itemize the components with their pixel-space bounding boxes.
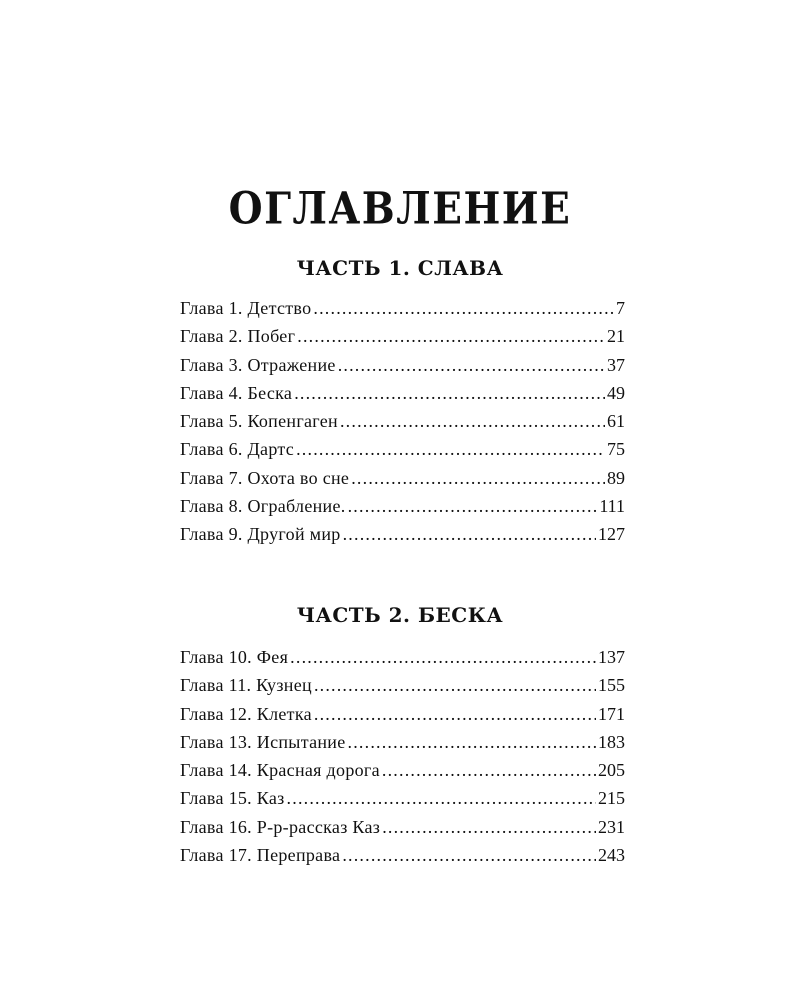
dot-leader bbox=[290, 643, 596, 671]
chapter-page-number: 127 bbox=[598, 524, 625, 545]
chapter-page-number: 7 bbox=[616, 298, 625, 318]
chapter-title: Глава 5. Копенгаген bbox=[180, 411, 338, 432]
dot-leader bbox=[382, 813, 596, 841]
chapter-page-number: 75 bbox=[607, 439, 625, 460]
toc-entry[interactable] bbox=[180, 643, 625, 671]
chapter-page-number: 171 bbox=[598, 703, 625, 724]
dot-leader bbox=[382, 756, 596, 784]
chapter-title: Глава 11. Кузнец bbox=[180, 675, 312, 696]
page-title: ОГЛАВЛЕНИЕ bbox=[228, 183, 572, 235]
chapter-title: Глава 14. Красная дорога bbox=[180, 760, 380, 781]
dot-leader bbox=[314, 700, 596, 728]
toc-entry[interactable] bbox=[180, 784, 625, 812]
toc-entry[interactable] bbox=[180, 756, 625, 784]
chapter-title: Глава 6. Дартс bbox=[180, 439, 295, 460]
dot-leader bbox=[348, 492, 598, 520]
chapter-page-number: 89 bbox=[607, 467, 625, 488]
dot-leader bbox=[342, 841, 596, 869]
part-1-chapter-list bbox=[180, 294, 625, 549]
chapter-page-number: 61 bbox=[607, 411, 625, 432]
dot-leader bbox=[351, 464, 605, 492]
dot-leader bbox=[348, 728, 596, 756]
dot-leader bbox=[338, 351, 605, 379]
chapter-title: Глава 4. Беска bbox=[180, 382, 293, 403]
chapter-title: Глава 9. Другой мир bbox=[180, 524, 341, 545]
chapter-page-number: 49 bbox=[607, 382, 625, 403]
part-2-chapter-list bbox=[180, 643, 625, 869]
dot-leader bbox=[296, 435, 605, 463]
dot-leader bbox=[297, 322, 605, 350]
chapter-page-number: 215 bbox=[598, 788, 625, 809]
dot-leader bbox=[314, 671, 596, 699]
toc-entry[interactable] bbox=[180, 464, 625, 492]
toc-entry[interactable] bbox=[180, 379, 625, 407]
toc-entry[interactable] bbox=[180, 294, 625, 322]
chapter-title: Глава 10. Фея bbox=[180, 647, 289, 667]
toc-entry[interactable] bbox=[180, 671, 625, 699]
toc-entry[interactable] bbox=[180, 841, 625, 869]
toc-entry[interactable] bbox=[180, 728, 625, 756]
chapter-page-number: 205 bbox=[598, 760, 625, 781]
toc-entry[interactable] bbox=[180, 322, 625, 350]
chapter-title: Глава 15. Каз bbox=[180, 788, 285, 809]
chapter-title: Глава 2. Побег bbox=[180, 326, 296, 347]
dot-leader bbox=[340, 407, 605, 435]
chapter-title: Глава 1. Детство bbox=[180, 298, 312, 318]
toc-entry[interactable] bbox=[180, 492, 625, 520]
chapter-page-number: 111 bbox=[599, 496, 625, 517]
chapter-title: Глава 17. Переправа bbox=[180, 845, 341, 866]
chapter-page-number: 155 bbox=[598, 675, 625, 696]
toc-entry[interactable] bbox=[180, 520, 625, 548]
chapter-title: Глава 7. Охота во сне bbox=[180, 467, 350, 488]
toc-entry[interactable] bbox=[180, 351, 625, 379]
chapter-page-number: 243 bbox=[598, 845, 625, 866]
toc-entry[interactable] bbox=[180, 813, 625, 841]
chapter-page-number: 37 bbox=[607, 354, 625, 375]
chapter-page-number: 231 bbox=[598, 816, 625, 837]
part-2-heading: ЧАСТЬ 2. БЕСКА bbox=[296, 603, 504, 627]
dot-leader bbox=[287, 784, 596, 812]
toc-entry[interactable] bbox=[180, 700, 625, 728]
part-1-heading: ЧАСТЬ 1. СЛАВА bbox=[296, 256, 504, 280]
chapter-page-number: 137 bbox=[598, 647, 625, 667]
chapter-title: Глава 12. Клетка bbox=[180, 703, 312, 724]
toc-entry[interactable] bbox=[180, 435, 625, 463]
dot-leader bbox=[313, 294, 614, 322]
chapter-title: Глава 16. Р-р-рассказ Каз bbox=[180, 816, 381, 837]
chapter-page-number: 21 bbox=[607, 326, 625, 347]
dot-leader bbox=[294, 379, 605, 407]
chapter-title: Глава 8. Ограбление. bbox=[180, 496, 346, 517]
chapter-page-number: 183 bbox=[598, 731, 625, 752]
chapter-title: Глава 13. Испытание bbox=[180, 731, 346, 752]
dot-leader bbox=[343, 520, 596, 548]
toc-entry[interactable] bbox=[180, 407, 625, 435]
chapter-title: Глава 3. Отражение bbox=[180, 354, 336, 375]
